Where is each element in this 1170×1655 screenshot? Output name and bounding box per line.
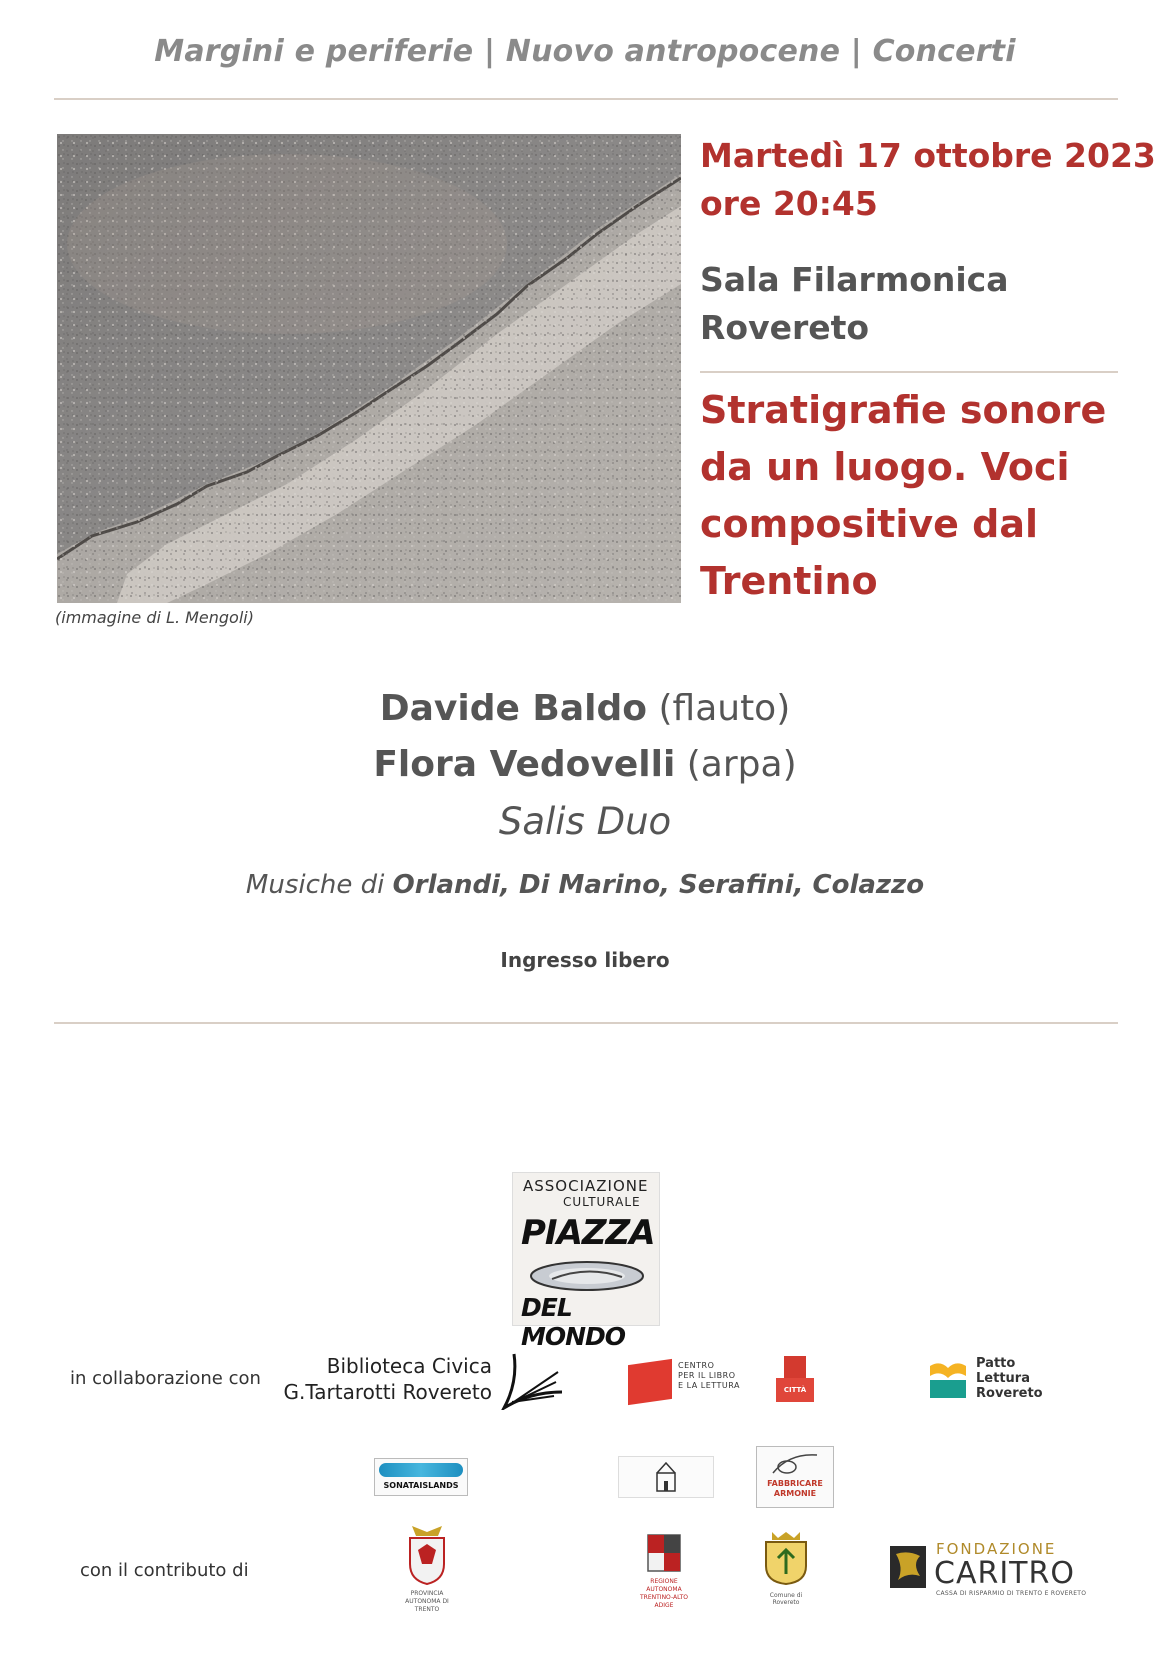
program — [0, 870, 1170, 900]
caritro-emblem-icon — [890, 1546, 926, 1588]
sonata-islands-logo — [374, 1458, 468, 1496]
tower-icon — [784, 1356, 806, 1378]
performer-role: (arpa) — [686, 744, 797, 785]
logo-line: DEL MONDO — [521, 1293, 626, 1351]
performer-role: (flauto) — [658, 688, 791, 729]
patto-line: Lettura — [976, 1371, 1030, 1386]
citta-label: CITTÀ — [776, 1378, 814, 1402]
red-book-icon — [628, 1359, 672, 1405]
logo-line: ASSOCIAZIONE — [523, 1177, 649, 1195]
photo-caption: (immagine di L. Mengoli) — [55, 608, 254, 627]
centro-text — [678, 1361, 740, 1391]
performer-name: Davide Baldo — [379, 688, 648, 729]
performer-name: Flora Vedovelli — [373, 744, 676, 785]
instrument-icon — [769, 1451, 821, 1477]
biblioteca-line: G.Tartarotti Rovereto — [283, 1380, 492, 1404]
ensemble-name: Salis Duo — [498, 800, 672, 843]
fabbricare-line: ARMONIE — [773, 1489, 817, 1498]
bottom-divider — [54, 1022, 1118, 1024]
provincia-label: PROVINCIA AUTONOMA DI TRENTO — [405, 1590, 449, 1613]
logo-line: PIAZZA — [521, 1213, 655, 1253]
centro-line: E LA LETTURA — [678, 1381, 740, 1390]
event-datetime — [700, 132, 1156, 228]
comune-label: Comune di Rovereto — [769, 1592, 803, 1606]
top-divider — [54, 98, 1118, 100]
provincia-trento-logo — [396, 1524, 458, 1616]
regione-logo — [634, 1534, 694, 1614]
patto-line: Patto — [976, 1356, 1016, 1371]
contribution-label: con il contributo di — [80, 1560, 249, 1581]
caritro-line: CARITRO — [934, 1556, 1075, 1591]
collaboration-label: in collaborazione con — [70, 1368, 261, 1389]
associazione-logo — [618, 1456, 714, 1498]
biblioteca-line: Biblioteca Civica — [326, 1354, 492, 1378]
program-prefix: Musiche di — [245, 870, 393, 900]
series-header: Margini e periferie | Nuovo antropocene | Concerti — [154, 34, 1016, 69]
citta-che-legge-logo — [776, 1356, 814, 1404]
regione-label: REGIONE AUTONOMA TRENTINO-ALTO ADIGE — [640, 1578, 688, 1609]
event-time: ore 20:45 — [700, 184, 878, 223]
plate-icon — [527, 1259, 647, 1293]
caritro-line: FONDAZIONE — [936, 1540, 1057, 1558]
centro-libro-logo — [628, 1358, 748, 1406]
event-photo — [57, 134, 681, 603]
book-fan-icon — [500, 1352, 566, 1410]
performer-1 — [0, 688, 1170, 729]
centro-line: CENTRO — [678, 1361, 715, 1370]
church-icon — [653, 1461, 679, 1493]
logo-line: CULTURALE — [563, 1195, 641, 1209]
fabbricare-line: FABBRICARE — [767, 1479, 823, 1488]
caritro-line: CASSA DI RISPARMIO DI TRENTO E ROVERETO — [936, 1590, 1087, 1597]
fondazione-caritro-logo — [890, 1540, 1087, 1600]
venue-divider — [700, 371, 1118, 373]
centro-line: PER IL LIBRO — [678, 1371, 736, 1380]
entry-info: Ingresso libero — [500, 948, 670, 972]
wave-icon — [379, 1463, 463, 1477]
program-composers: Orlandi, Di Marino, Serafini, Colazzo — [392, 870, 925, 900]
comune-rovereto-logo — [756, 1530, 816, 1614]
event-title: Stratigrafie sonore da un luogo. Voci compositive dal Trentino — [700, 388, 1107, 603]
biblioteca-logo — [276, 1352, 566, 1412]
performer-2 — [0, 744, 1170, 785]
book-icon — [928, 1360, 968, 1400]
municipal-shield-icon — [762, 1530, 810, 1586]
coat-of-arms-icon — [406, 1524, 448, 1586]
sonata-label: SONATAISLANDS — [383, 1481, 459, 1490]
regional-shield-icon — [647, 1534, 681, 1574]
fabbricare-armonie-logo — [756, 1446, 834, 1508]
patto-text — [976, 1356, 1043, 1401]
patto-line: Rovereto — [976, 1386, 1043, 1401]
event-date: Martedì 17 ottobre 2023 — [700, 136, 1156, 175]
venue-name: Sala Filarmonica — [700, 260, 1009, 299]
event-venue — [700, 256, 1009, 352]
patto-lettura-logo — [928, 1356, 1048, 1404]
piazza-del-mondo-logo — [512, 1172, 660, 1351]
venue-city: Rovereto — [700, 308, 870, 347]
